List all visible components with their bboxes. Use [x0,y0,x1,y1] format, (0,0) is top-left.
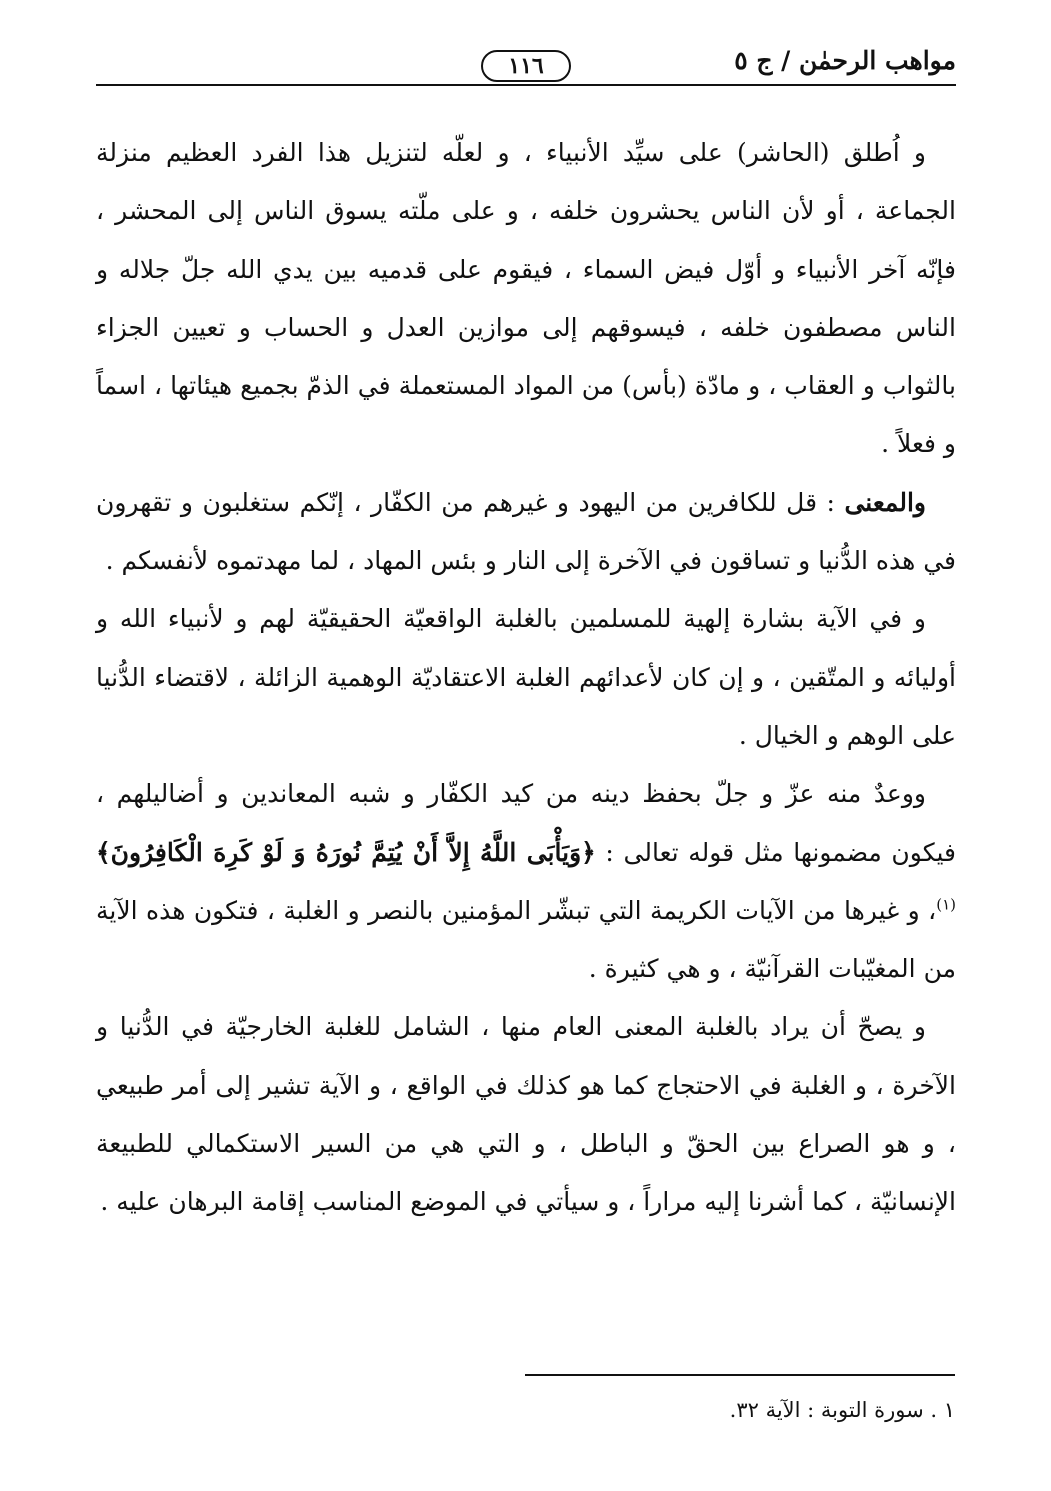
paragraph-promise [96,765,956,998]
paragraph-text: و في الآية بشارة إلهية للمسلمين بالغلبة الواقعيّة الحقيقيّة لهم و لأنبياء الله و أوليائه و المتّقين ، و إن كان لأعدائهم الغلبة الاعتقاديّة الوهمية الزائلة ، لاقتضاء الدُّنيا على الوهم و الخيال . [96,604,956,750]
footnote-divider [525,1374,955,1376]
footnote-reference[interactable]: (١) [936,895,956,914]
header-divider [96,84,956,86]
footnote: ١ . سورة التوبة : الآية ٣٢. [729,1398,955,1422]
body-text [96,124,956,1232]
paragraph-text: : قل للكافرين من اليهود و غيرهم من الكفّار ، إنّكم ستغلبون و تقهرون في هذه الدُّنيا و تساقون في الآخرة إلى النار و بئس المهاد ، لما مهدتموه لأنفسكم . [96,487,956,576]
paragraph-text: و اُطلق (الحاشر) على سيِّد الأنبياء ، و لعلّه لتنزيل هذا الفرد العظيم منزلة الجماعة ، أو لأن الناس يحشرون خلفه ، و على ملّته يسوق الناس إلى المحشر ، فإنّه آخر الأنبياء و أوّل فيض السماء ، فيقوم على قدميه بين يدي الله جلّ جلاله و الناس مصطفون خلفه ، فيسوقهم إلى موازين العدل و الحساب و تعيين الجزاء بالثواب و العقاب ، و مادّة (بأس) من المواد المستعملة في الذمّ بجميع هيئاتها ، اسماً و فعلاً . [96,138,956,459]
meaning-label: والمعنى [844,487,926,517]
paragraph-text: و يصحّ أن يراد بالغلبة المعنى العام منها ، الشامل للغلبة الخارجيّة في الدُّنيا و الآخرة ، و الغلبة في الاحتجاج كما هو كذلك في الواقع ، و الآية تشير إلى أمر طبيعي ، و هو الصراع بين الحقّ و الباطل ، و التي هي من السير الاستكمالي للطبيعة الإنسانيّة ، كما أشرنا إليه مراراً ، و سيأتي في الموضع المناسب إقامة البرهان عليه . [96,1012,956,1217]
page-header [96,40,956,86]
quran-verse: ﴿وَيَأْبَى اللَّهُ إِلاَّ أَنْ يُتِمَّ نُورَهُ وَ لَوْ كَرِهَ الْكَافِرُونَ﴾ [96,837,596,867]
paragraph-general-meaning [96,998,956,1231]
paragraph-hashir [96,124,956,474]
paragraph-text: ووعدٌ منه عزّ و جلّ بحفظ دينه من كيد الكفّار و شبه المعاندين و أضاليلهم ، فيكون مضمونها مثل قوله تعالى : [96,779,957,867]
paragraph-glad-tidings [96,590,956,765]
page-number: ١١٦ [481,50,571,82]
paragraph-meaning [96,474,956,591]
paragraph-text: ، و غيرها من الآيات الكريمة التي تبشّر المؤمنين بالنصر و الغلبة ، فتكون هذه الآية من المغيّبات القرآنيّة ، و هي كثيرة . [96,895,956,984]
running-title: مواهب الرحمٰن / ج ٥ [734,46,956,75]
